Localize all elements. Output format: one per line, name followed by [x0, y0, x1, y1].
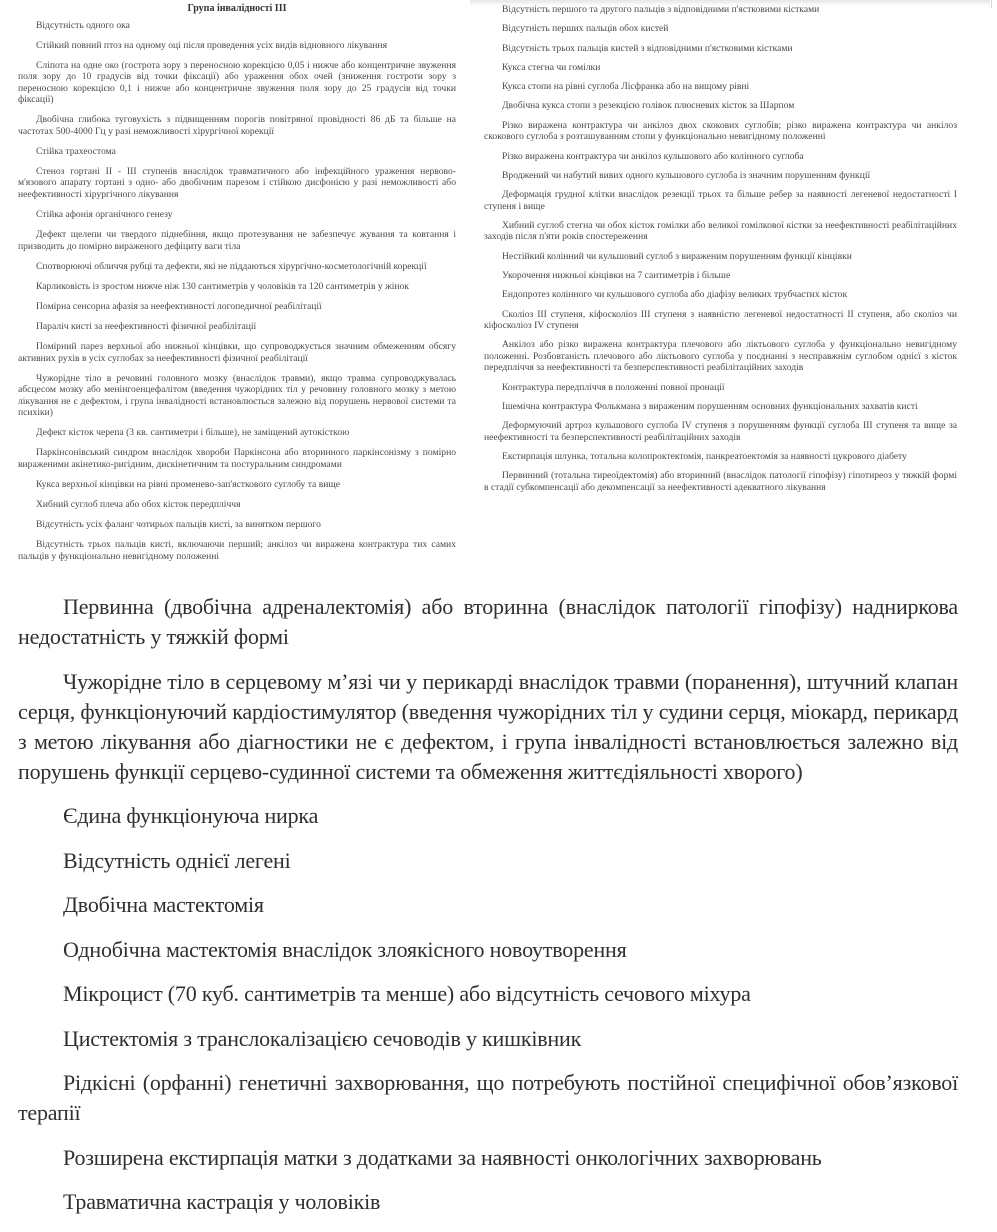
list-item: Ендопротез колінного чи кульшового суглоба або діафізу великих трубчастих кісток [502, 289, 848, 301]
page-edge-line [991, 0, 992, 8]
list-item: Кукса стопи на рівні суглоба Лісфранка або на вищому рівні [502, 81, 750, 93]
list-item: Первинна (двобічна адреналектомія) або вторинна (внаслідок патології гіпофізу) надниркова недостатність у тяжкій формі [18, 594, 958, 649]
list-item: Ішемічна контрактура Фолькмана з вираженим порушенням основних функціональних захватів кисті [502, 401, 918, 413]
list-item: Відсутність одного ока [36, 19, 130, 31]
list-item: Двобічна глибока туговухість з підвищенням порогів повітряної провідності 86 дБ та більше на частотах 500-4000 Гц у разі неможливості хірургічної корекції [18, 114, 456, 137]
list-item: Анкілоз або різко виражена контрактура плечового або ліктьового суглоба у функціонально невигідному положенні. Розбовтаність плечового або ліктьового суглоба у поєднанні з несправжнім суглобом однієї з кісток передпліччя за неефективності та безперспективності реабілітаційних заходів [484, 339, 957, 374]
list-item: Розширена екстирпація матки з додатками за наявності онкологічних захворювань [63, 1144, 822, 1170]
section-heading: Група інвалідності III [187, 3, 287, 14]
list-item: Помірна сенсорна афазія за неефективності логопедичної реабілітації [36, 300, 322, 312]
list-item: Відсутність трьох пальців кисті, включаючи перший; анкілоз чи виражена контрактура тих самих пальців у функціонально невигідному положенні [18, 539, 456, 562]
list-item: Нестійкий колінний чи кульшовий суглоб з вираженим порушенням функції кінцівки [502, 250, 852, 262]
list-item: Відсутність трьох пальців кистей з відповідними п'ястковими кістками [502, 42, 793, 54]
list-item: Відсутність однієї легені [63, 847, 291, 873]
list-item: Контрактура передпліччя в положенні повної пронації [502, 381, 725, 393]
list-item: Чужорідне тіло в серцевому м’язі чи у перикарді внаслідок травми (поранення), штучний клапан серця, функціонуючий кардіостимулятор (введення чужорідних тіл у судини серця, міокард, перикард з метою лікування або діагностики не є дефектом, і група інвалідності встановлюється залежно від порушень функції серцево-судинної системи та обмеження життєдіяльності хворого) [18, 668, 958, 784]
list-item: Різко виражена контрактура чи анкілоз кульшового або колінного суглоба [502, 150, 804, 162]
bottom-section [18, 592, 958, 1232]
list-item: Карликовість із зростом нижче ніж 130 сантиметрів у чоловіків та 120 сантиметрів у жінок [36, 280, 409, 292]
list-item: Стійкий повний птоз на одному оці після проведення усіх видів відновного лікування [36, 39, 387, 51]
list-item: Відсутність перших пальців обох кистей [502, 23, 669, 35]
right-column [484, 4, 957, 501]
list-item: Деформуючий артроз кульшового суглоба IV ступеня з порушенням функції суглоба ІІІ ступеня та вище за неефективності та безперспективності реабілітаційних заходів [484, 420, 957, 443]
list-item: Хибний суглоб плеча або обох кісток передпліччя [36, 499, 241, 511]
list-item: Цистектомія з транслокалізацією сечоводів у кишківник [63, 1025, 582, 1051]
list-item: Спотворюючі обличчя рубці та дефекти, які не піддаються хірургічно-косметологічній корекції [36, 260, 427, 272]
list-item: Дефект кісток черепа (3 кв. сантиметри і більше), не заміщений аутокісткою [36, 427, 350, 439]
list-item: Кукса стегна чи гомілки [502, 61, 601, 73]
list-item: Сколіоз ІІІ ступеня, кіфосколіоз ІІІ ступеня з наявністю легеневої недостатності ІІ ступеня, або сколіоз чи кіфосколіоз IV ступеня [484, 308, 957, 332]
list-item: Первинний (тотальна тиреоїдектомія) або вторинний (внаслідок патології гіпофізу) гіпотиреоз у тяжкій формі в стадії субкомпенсації або декомпенсації за неефективності адекватного лікування [484, 470, 957, 493]
list-item: Чужорідне тіло в речовині головного мозку (внаслідок травми), якщо травма супроводжувалась абсцесом мозку або менінгоенцефалітом (введення чужорідних тіл у речовину головного мозку з метою лікування не є дефектом, і група інвалідності встановлюється залежно від порушень нервової системи та психіки) [18, 372, 456, 419]
list-item: Паркінсонівський синдром внаслідок хвороби Паркінсона або вторинного паркінсонізму з помірно вираженими акінетико-ригідним, дискінетичним та постуральним синдромами [18, 447, 456, 470]
list-item: Вроджений чи набутий вивих одного кульшового суглоба із значним порушенням функції [502, 169, 871, 181]
list-item: Єдина функціонуюча нирка [63, 803, 319, 828]
list-item: Хибний суглоб стегна чи обох кісток гомілки або великої гомілкової кістки за неефективності реабілітаційних заходів після п'яти років спостереження [484, 219, 957, 243]
list-item: Відсутність усіх фаланг чотирьох пальців кисті, за винятком першого [36, 519, 321, 531]
list-item: Дефект щелепи чи твердого піднебіння, якщо протезування не забезпечує жування та ковтання і призводить до помірно вираженого дефіциту ваги тіла [18, 229, 456, 252]
list-item: Відсутність першого та другого пальців з відповідними п'ястковими кістками [502, 4, 820, 15]
list-item: Параліч кисті за неефективності фізичної реабілітації [36, 321, 257, 333]
list-item: Двобічна кукса стопи з резекцією голівок плюсневих кісток за Шарпом [502, 100, 795, 112]
left-column [18, 0, 456, 571]
list-item: Сліпота на одне око (гострота зору з переносною корекцією 0,05 і нижче або концентричне звуження поля зору до 10 градусів від точки фіксації) або ураження обох очей (зниження гостроти зору з переносною корекцією 0,1 і нижче або концентричне звуження поля зору до 25 градусів від точки фіксації) [18, 59, 456, 106]
list-item: Укорочення нижньої кінцівки на 7 сантиметрів і більше [502, 270, 731, 282]
list-item: Двобічна мастектомія [63, 892, 264, 917]
list-item: Різко виражена контрактура чи анкілоз двох скокових суглобів; різко виражена контрактура чи анкілоз скокового суглоба з розташуванням стопи у функціонально невигідному положенні [484, 119, 957, 143]
list-item: Мікроцист (70 куб. сантиметрів та менше) або відсутність сечового міхура [63, 981, 751, 1006]
list-item: Однобічна мастектомія внаслідок злоякісного новоутворення [63, 936, 627, 962]
list-item: Стійка афонія органічного генезу [36, 209, 173, 221]
list-item: Травматична кастрація у чоловіків [63, 1189, 381, 1214]
list-item: Екстирпація шлунка, тотальна колопроктектомія, панкреатоектомія за наявності цукрового діабету [502, 451, 907, 463]
list-item: Рідкісні (орфанні) генетичні захворювання, що потребують постійної специфічної обов’язкової терапії [18, 1070, 958, 1125]
list-item: Стеноз гортані ІІ - ІІІ ступенів внаслідок травматичного або інфекційного ураження нервово-м'язового апарату гортані з одно- або двобічним парезом і стійкою дисфонією у разі неможливості або неефективності хірургічного лікування [18, 165, 456, 200]
list-item: Стійка трахеостома [36, 145, 116, 157]
list-item: Помірний парез верхньої або нижньої кінцівки, що супроводжується значним обмеженням обсягу активних рухів в усіх суглобах за неефективності фізичної реабілітації [18, 341, 456, 364]
list-item: Деформація грудної клітки внаслідок резекції трьох та більше ребер за наявності легеневої недостатності І ступеня і вище [484, 189, 957, 212]
list-item: Кукса верхньої кінцівки на рівні променево-зап'ясткового суглобу та вище [36, 479, 341, 490]
